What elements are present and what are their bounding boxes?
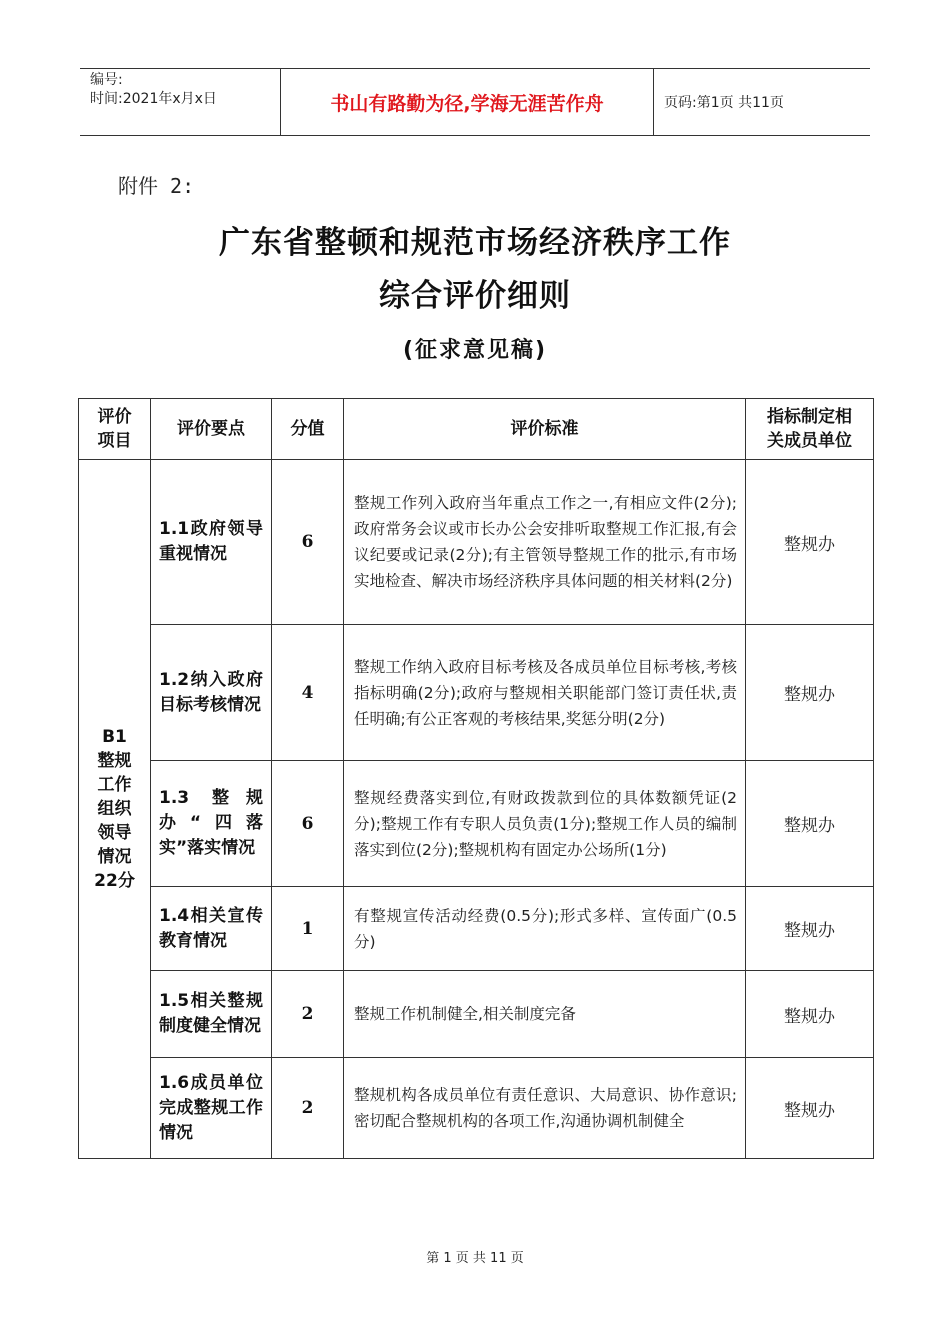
- score-cell: 4: [272, 625, 344, 761]
- header-motto: 书山有路勤为径,学海无涯苦作舟: [280, 69, 654, 135]
- standard-cell: 整规工作机制健全,相关制度完备: [344, 971, 746, 1058]
- time-label: 时间:2021年x月x日: [90, 91, 217, 107]
- code-label: 编号:: [90, 72, 123, 88]
- standard-cell: 整规工作纳入政府目标考核及各成员单位目标考核,考核指标明确(2分);政府与整规相关职能部门签订责任状,责任明确;有公正客观的考核结果,奖惩分明(2分): [344, 625, 746, 761]
- unit-cell: 整规办: [746, 625, 874, 761]
- table-row: [79, 761, 874, 887]
- header-page-info: 页码:第1页 共11页: [664, 95, 784, 111]
- header-category: 评价 项目: [79, 399, 151, 460]
- header-point: 评价要点: [151, 399, 272, 460]
- table-header-row: [79, 399, 874, 460]
- standard-cell: 整规机构各成员单位有责任意识、大局意识、协作意识;密切配合整规机构的各项工作,沟通协调机制健全: [344, 1058, 746, 1159]
- table-row: [79, 887, 874, 971]
- point-cell: 1.3 整规办“四落实”落实情况: [151, 761, 272, 887]
- category-cell: B1 整规 工作 组织 领导 情况 22分: [79, 460, 151, 1159]
- unit-cell: 整规办: [746, 761, 874, 887]
- score-cell: 1: [272, 887, 344, 971]
- unit-cell: 整规办: [746, 460, 874, 625]
- page-title-line1: 广东省整顿和规范市场经济秩序工作: [219, 225, 731, 261]
- attachment-label: 附件 2:: [118, 174, 195, 198]
- criteria-table: [78, 398, 874, 1159]
- score-cell: 6: [272, 761, 344, 887]
- table-row: [79, 971, 874, 1058]
- standard-cell: 整规经费落实到位,有财政拨款到位的具体数额凭证(2分);整规工作有专职人员负责(1分);整规工作人员的编制落实到位(2分);整规机构有固定办公场所(1分): [344, 761, 746, 887]
- unit-cell: 整规办: [746, 1058, 874, 1159]
- point-cell: 1.5相关整规制度健全情况: [151, 971, 272, 1058]
- page-title-line2: 综合评价细则: [379, 278, 571, 314]
- standard-cell: 有整规宣传活动经费(0.5分);形式多样、宣传面广(0.5分): [344, 887, 746, 971]
- table-row: [79, 460, 874, 625]
- point-cell: 1.2纳入政府目标考核情况: [151, 625, 272, 761]
- header-meta: [80, 69, 280, 135]
- unit-cell: 整规办: [746, 887, 874, 971]
- header-score: 分值: [272, 399, 344, 460]
- unit-cell: 整规办: [746, 971, 874, 1058]
- page-subtitle: (征求意见稿): [402, 338, 548, 363]
- page-footer: 第 1 页 共 11 页: [426, 1251, 524, 1266]
- score-cell: 2: [272, 971, 344, 1058]
- standard-cell: 整规工作列入政府当年重点工作之一,有相应文件(2分);政府常务会议或市长办公会安排听取整规工作汇报,有会议纪要或记录(2分);有主管领导整规工作的批示,有市场实地检查、解决市场经济秩序具体问题的相关材料(2分): [344, 460, 746, 625]
- header-unit: 指标制定相 关成员单位: [746, 399, 874, 460]
- score-cell: 2: [272, 1058, 344, 1159]
- point-cell: 1.1政府领导重视情况: [151, 460, 272, 625]
- document-header: [80, 68, 870, 136]
- point-cell: 1.6成员单位完成整规工作情况: [151, 1058, 272, 1159]
- table-row: [79, 1058, 874, 1159]
- point-cell: 1.4相关宣传教育情况: [151, 887, 272, 971]
- table-row: [79, 625, 874, 761]
- score-cell: 6: [272, 460, 344, 625]
- header-standard: 评价标准: [344, 399, 746, 460]
